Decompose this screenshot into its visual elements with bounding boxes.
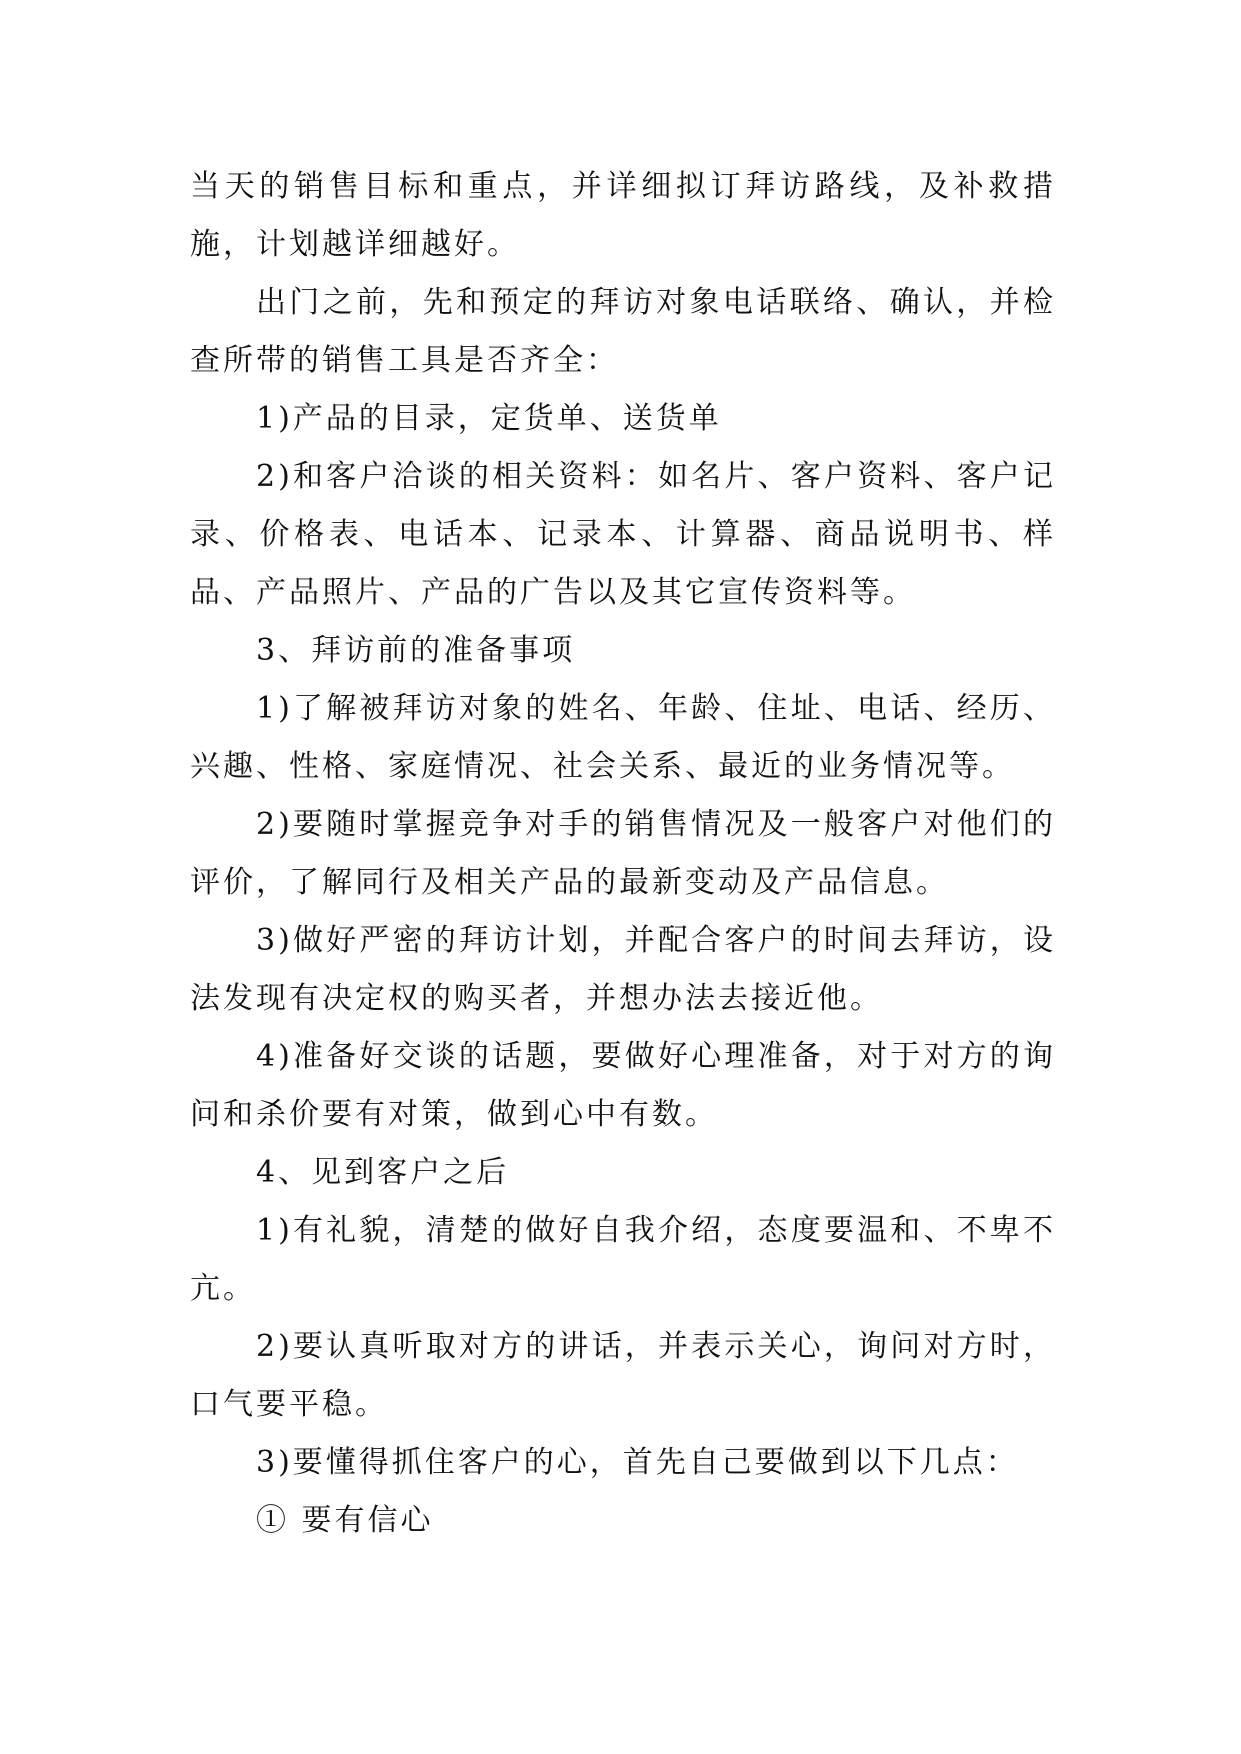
paragraph-3: 1)产品的目录，定货单、送货单 [256,401,722,436]
section-heading-4: 4、见到客户之后 [256,1155,510,1190]
paragraph-2: 出门之前，先和预定的拜访对象电话联络、确认，并检查所带的销售工具是否齐全： [190,285,1056,378]
paragraph-13: 3)要懂得抓住客户的心，首先自己要做到以下几点： [256,1445,1019,1480]
paragraph-1: 当天的销售目标和重点，并详细拟订拜访路线，及补救措施，计划越详细越好。 [190,169,1056,262]
section-heading-3: 3、拜访前的准备事项 [256,633,576,668]
paragraph-12: 2)要认真听取对方的讲话，并表示关心，询问对方时，口气要平稳。 [190,1329,1056,1422]
paragraph-14: ① 要有信心 [256,1503,434,1538]
paragraph-4: 2)和客户洽谈的相关资料：如名片、客户资料、客户记录、价格表、电话本、记录本、计算器、商品说明书、样品、产品照片、产品的广告以及其它宣传资料等。 [190,459,1056,610]
paragraph-8: 3)做好严密的拜访计划，并配合客户的时间去拜访，设法发现有决定权的购买者，并想办法去接近他。 [190,923,1056,1016]
paragraph-6: 1)了解被拜访对象的姓名、年龄、住址、电话、经历、兴趣、性格、家庭情况、社会关系、最近的业务情况等。 [190,691,1056,784]
document-body [190,158,1056,1550]
paragraph-9: 4)准备好交谈的话题，要做好心理准备，对于对方的询问和杀价要有对策，做到心中有数。 [190,1039,1056,1132]
paragraph-11: 1)有礼貌，清楚的做好自我介绍，态度要温和、不卑不亢。 [190,1213,1056,1306]
paragraph-7: 2)要随时掌握竞争对手的销售情况及一般客户对他们的评价，了解同行及相关产品的最新变动及产品信息。 [190,807,1056,900]
